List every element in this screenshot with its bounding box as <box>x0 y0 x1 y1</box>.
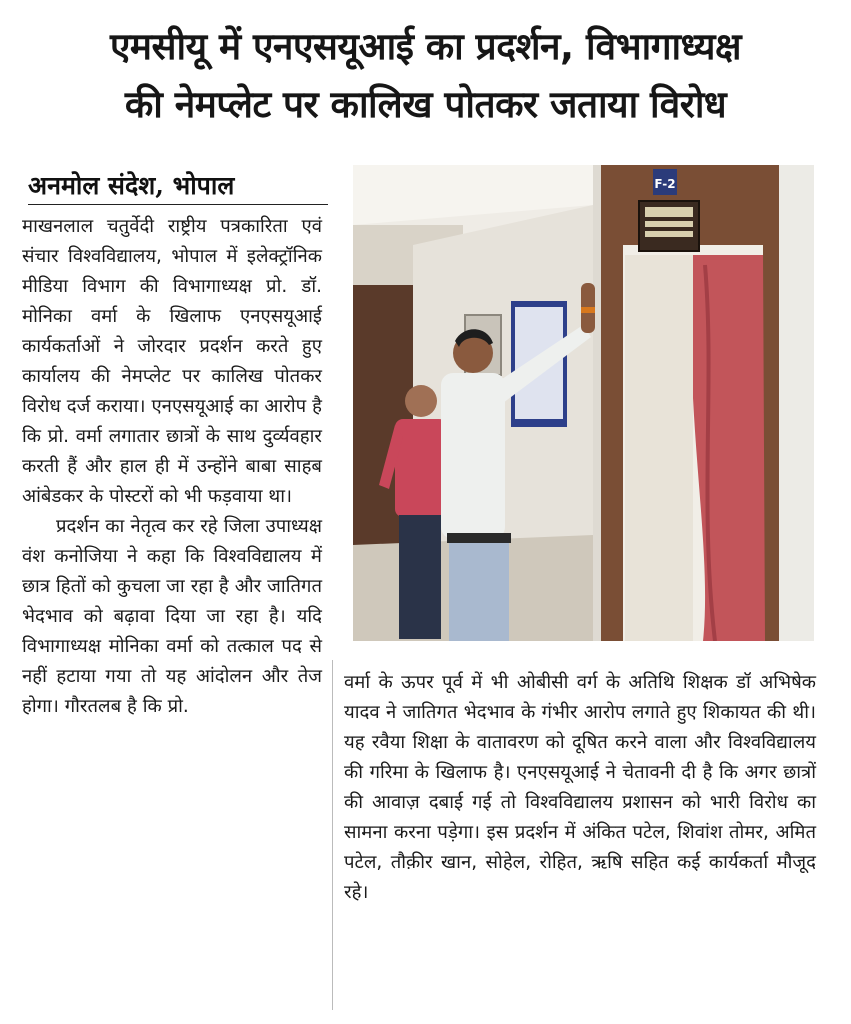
column-divider <box>332 660 333 1010</box>
article-paragraph-2: प्रदर्शन का नेतृत्व कर रहे जिला उपाध्यक्ष वंश कनोजिया ने कहा कि विश्वविद्यालय में छात्र हितों को कुचला जा रहा है और जातिगत भेदभाव को बढ़ावा दिया जा रहा है। यदि विभागाध्यक्ष मोनिका वर्मा को तत्काल पद से नहीं हटाया गया तो यह आंदोलन और तेज होगा। गौरतलब है कि प्रो. <box>22 516 322 717</box>
article-paragraph-3: वर्मा के ऊपर पूर्व में भी ओबीसी वर्ग के अतिथि शिक्षक डॉ अभिषेक यादव ने जातिगत भेदभाव के गंभीर आरोप लगाते हुए शिकायत की थी। यह रवैया शिक्षा के वातावरण को दूषित करने वाला और विश्वविद्यालय की गरिमा के खिलाफ है। एनएसयूआई ने चेतावनी दी है कि अगर छात्रों की आवाज़ दबाई गई तो विश्वविद्यालय प्रशासन को भारी विरोध का सामना करना पड़ेगा। इस प्रदर्शन में अंकित पटेल, शिवांश तोमर, अमित पटेल, तौक़ीर खान, सोहेल, रोहित, ऋषि सहित कई कार्यकर्ता मौजूद रहे। <box>344 672 816 903</box>
protest-photo-illustration <box>353 165 814 641</box>
news-photo <box>353 165 814 641</box>
headline-line-2: की नेमप्लेट पर कालिख पोतकर जताया विरोध <box>124 83 727 126</box>
headline <box>14 18 837 134</box>
article-paragraph-1: माखनलाल चतुर्वेदी राष्ट्रीय पत्रकारिता एवं संचार विश्वविद्यालय, भोपाल में इलेक्ट्रॉनिक मीडिया विभाग की विभागाध्यक्ष प्रो. डॉ. मोनिका वर्मा के खिलाफ एनएसयूआई कार्यकर्ताओं ने जोरदार प्रदर्शन करते हुए कार्यालय की नेमप्लेट पर कालिख पोतकर विरोध दर्ज कराया। एनएसयूआई का आरोप है कि प्रो. वर्मा लगातार छात्रों के साथ दुर्व्यवहार करती हैं और हाल ही में उन्होंने बाबा साहब आंबेडकर के पोस्टरों को भी फड़वाया था। <box>22 216 322 507</box>
article-column-right <box>344 668 816 908</box>
byline: अनमोल संदेश, भोपाल <box>28 168 328 205</box>
door-number-label: F-2 <box>654 177 676 191</box>
headline-line-1: एमसीयू में एनएसयूआई का प्रदर्शन, विभागाध्यक्ष <box>109 25 742 68</box>
article-column-left <box>22 212 322 722</box>
